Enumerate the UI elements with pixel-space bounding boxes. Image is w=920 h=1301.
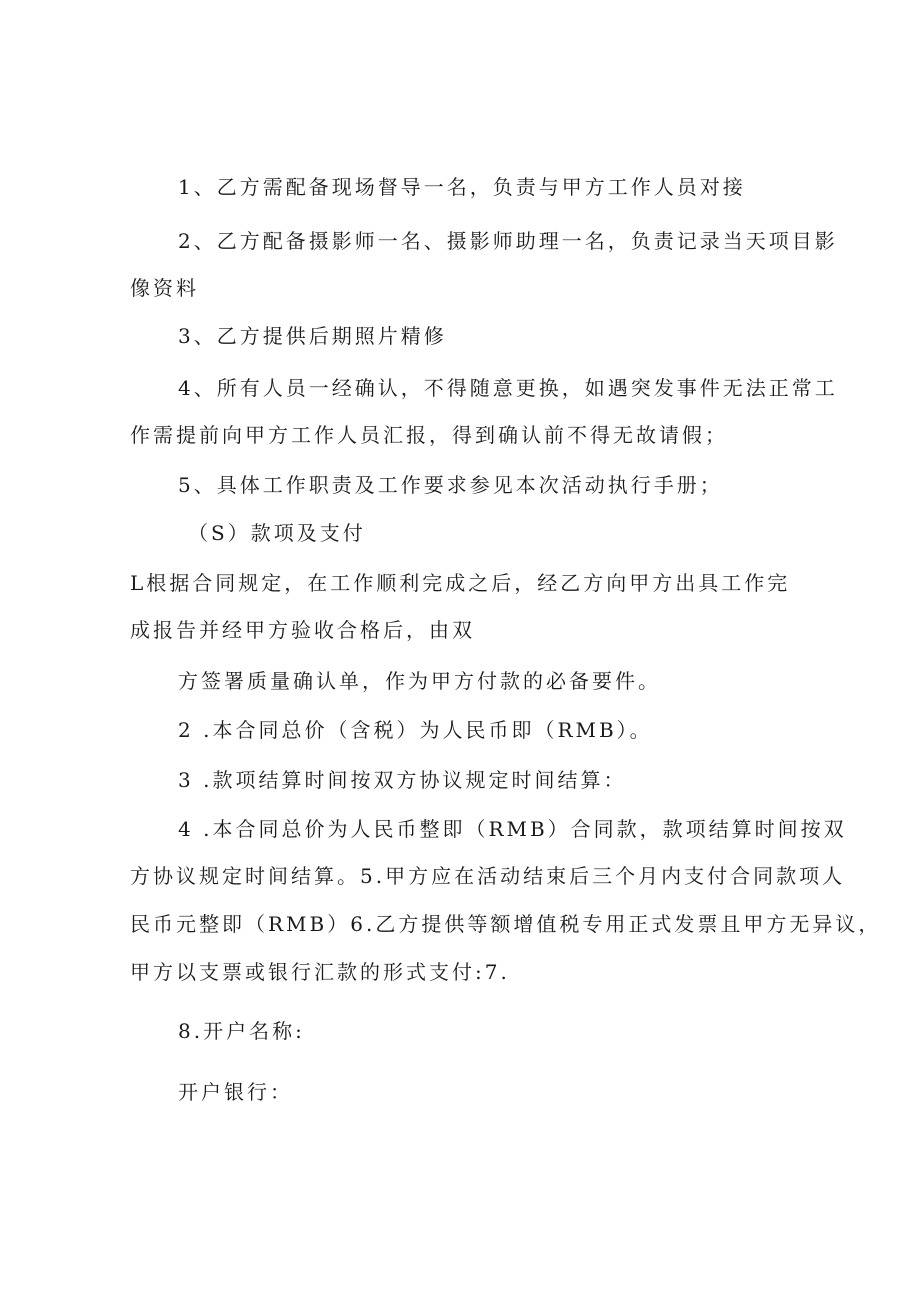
paragraph-4-continued: 作需提前向甲方工作人员汇报，得到确认前不得无故请假； [130, 423, 728, 447]
payment-clause-1-continued: 成报告并经甲方验收合格后，由双 [130, 618, 475, 642]
paragraph-3: 3、乙方提供后期照片精修 [178, 324, 447, 348]
payment-clause-2: 2 .本合同总价（含税）为人民币即（RMB）。 [178, 718, 653, 742]
payment-clause-4-line-2: 方协议规定时间结算。5.甲方应在活动结束后三个月内支付合同款项人 [130, 864, 846, 888]
payment-clause-1-tail: 方签署质量确认单，作为甲方付款的必备要件。 [178, 669, 661, 693]
payment-clause-3: 3 .款项结算时间按双方协议规定时间结算： [178, 768, 627, 792]
payment-clause-4-line-4: 甲方以支票或银行汇款的形式支付:7. [130, 960, 510, 984]
payment-clause-4: 4 .本合同总价为人民币整即（RMB）合同款，款项结算时间按双 [178, 817, 847, 841]
paragraph-5: 5、具体工作职责及工作要求参见本次活动执行手册； [178, 473, 723, 497]
payment-clause-1: L根据合同规定，在工作顺利完成之后，经乙方向甲方出具工作完 [130, 571, 791, 595]
paragraph-1: 1、乙方需配备现场督导一名，负责与甲方工作人员对接 [178, 175, 746, 199]
account-name-field: 8.开户名称: [178, 1019, 305, 1043]
payment-clause-4-line-3: 民币元整即（RMB）6.乙方提供等额增值税专用正式发票且甲方无异议， [130, 912, 882, 936]
paragraph-2: 2、乙方配备摄影师一名、摄影师助理一名，负责记录当天项目影 [178, 229, 838, 253]
paragraph-4: 4、所有人员一经确认，不得随意更换，如遇突发事件无法正常工 [178, 376, 838, 400]
bank-name-field: 开户银行： [178, 1080, 293, 1104]
paragraph-2-continued: 像资料 [130, 276, 199, 300]
section-heading-payment: （S）款项及支付 [188, 521, 366, 545]
